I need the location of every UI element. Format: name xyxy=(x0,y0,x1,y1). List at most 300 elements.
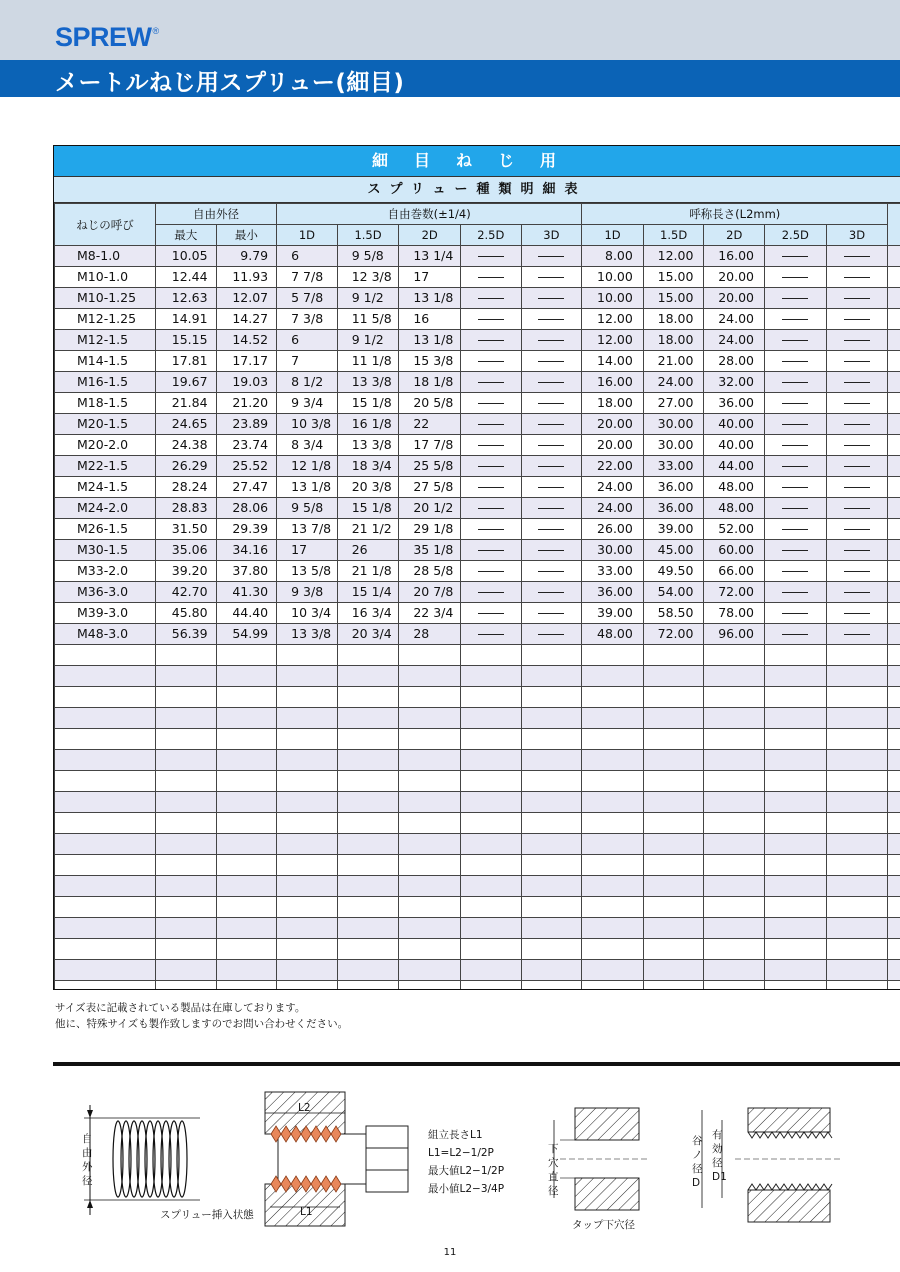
cell-turn-3d xyxy=(521,288,582,309)
cell-len-15d: 30.00 xyxy=(643,435,704,456)
cell-od-min: 44.40 xyxy=(216,603,277,624)
empty-cell xyxy=(399,708,461,729)
root-d-char: 径 xyxy=(692,1163,703,1175)
empty-cell xyxy=(643,729,704,750)
empty-cell xyxy=(521,666,582,687)
empty-cell xyxy=(277,897,338,918)
table-row xyxy=(55,288,900,309)
empty-cell xyxy=(704,792,765,813)
cell-size: M20-1.5 xyxy=(55,414,156,435)
cell-turn-15d: 13 3/8 xyxy=(337,372,399,393)
col-len-15d: 1.5D xyxy=(643,225,704,246)
cell-turn-15d: 12 3/8 xyxy=(337,267,399,288)
cell-len-1d: 26.00 xyxy=(582,519,644,540)
empty-cell xyxy=(582,981,644,991)
empty-cell xyxy=(765,876,827,897)
cell-turn-3d xyxy=(521,582,582,603)
cell-turn-1d: 8 3/4 xyxy=(277,435,338,456)
empty-row xyxy=(55,834,900,855)
empty-cell xyxy=(337,771,399,792)
empty-cell xyxy=(55,813,156,834)
empty-cell xyxy=(55,897,156,918)
dash xyxy=(782,550,808,551)
empty-cell xyxy=(460,708,521,729)
empty-cell xyxy=(765,855,827,876)
cell-od-min: 25.52 xyxy=(216,456,277,477)
cell-turn-1d: 9 3/4 xyxy=(277,393,338,414)
empty-cell xyxy=(521,855,582,876)
cell-od-min: 41.30 xyxy=(216,582,277,603)
cell-turn-1d: 8 1/2 xyxy=(277,372,338,393)
empty-cell xyxy=(582,876,644,897)
cell-od-max: 17.81 xyxy=(155,351,216,372)
cell-size: M33-2.0 xyxy=(55,561,156,582)
cell-turn-2d: 25 5/8 xyxy=(399,456,461,477)
cell-turn-15d: 15 1/8 xyxy=(337,393,399,414)
cell-size: M26-1.5 xyxy=(55,519,156,540)
empty-cell xyxy=(704,939,765,960)
cell-turn-2d: 20 1/2 xyxy=(399,498,461,519)
empty-cell xyxy=(765,792,827,813)
dash xyxy=(478,298,504,299)
empty-cell xyxy=(155,981,216,991)
dash xyxy=(782,361,808,362)
dash xyxy=(538,382,564,383)
cell-len-1d: 10.00 xyxy=(582,267,644,288)
cell-blank xyxy=(888,435,900,456)
cell-len-15d: 18.00 xyxy=(643,309,704,330)
cell-turn-2d: 13 1/4 xyxy=(399,246,461,267)
table-row xyxy=(55,561,900,582)
cell-len-15d: 49.50 xyxy=(643,561,704,582)
cell-od-max: 28.83 xyxy=(155,498,216,519)
empty-cell xyxy=(460,792,521,813)
cell-blank xyxy=(888,540,900,561)
dash xyxy=(478,277,504,278)
cell-turn-3d xyxy=(521,456,582,477)
empty-cell xyxy=(277,750,338,771)
empty-cell xyxy=(704,834,765,855)
dash xyxy=(538,319,564,320)
cell-size: M10-1.0 xyxy=(55,267,156,288)
empty-cell xyxy=(643,771,704,792)
notes xyxy=(55,1000,348,1032)
page-number: 11 xyxy=(443,1247,457,1258)
empty-cell xyxy=(216,792,277,813)
dash xyxy=(538,550,564,551)
cell-turn-25d xyxy=(460,603,521,624)
cell-blank xyxy=(888,351,900,372)
empty-cell xyxy=(521,939,582,960)
cell-len-1d: 20.00 xyxy=(582,414,644,435)
empty-cell xyxy=(582,918,644,939)
table-title: 細目ねじ用 xyxy=(54,146,900,177)
table-row xyxy=(55,246,900,267)
empty-cell xyxy=(521,771,582,792)
cell-len-3d xyxy=(826,435,888,456)
empty-row xyxy=(55,666,900,687)
cell-size: M24-1.5 xyxy=(55,477,156,498)
empty-cell xyxy=(277,918,338,939)
table-row xyxy=(55,624,900,645)
cell-turn-3d xyxy=(521,330,582,351)
empty-cell xyxy=(704,981,765,991)
cell-len-1d: 20.00 xyxy=(582,435,644,456)
cell-len-2d: 48.00 xyxy=(704,477,765,498)
cell-len-25d xyxy=(765,372,827,393)
dash xyxy=(538,361,564,362)
cell-len-15d: 33.00 xyxy=(643,456,704,477)
empty-cell xyxy=(521,918,582,939)
col-turn-15d: 1.5D xyxy=(337,225,399,246)
cell-size: M12-1.5 xyxy=(55,330,156,351)
cell-size: M12-1.25 xyxy=(55,309,156,330)
cell-len-3d xyxy=(826,372,888,393)
dash xyxy=(538,571,564,572)
empty-row xyxy=(55,687,900,708)
cell-turn-15d: 11 1/8 xyxy=(337,351,399,372)
cell-len-3d xyxy=(826,393,888,414)
dash xyxy=(538,256,564,257)
root-d-char: ノ xyxy=(692,1149,703,1161)
empty-cell xyxy=(337,876,399,897)
empty-cell xyxy=(216,876,277,897)
empty-cell xyxy=(399,813,461,834)
empty-cell xyxy=(155,729,216,750)
empty-cell xyxy=(399,876,461,897)
empty-cell xyxy=(643,792,704,813)
empty-cell xyxy=(460,939,521,960)
title-bar xyxy=(0,60,900,97)
empty-cell xyxy=(888,939,900,960)
col-blank xyxy=(888,204,900,246)
empty-cell xyxy=(582,897,644,918)
note-line: 他に、特殊サイズも製作致しますのでお問い合わせください。 xyxy=(55,1018,349,1030)
dash xyxy=(538,529,564,530)
cell-len-3d xyxy=(826,540,888,561)
cell-len-15d: 54.00 xyxy=(643,582,704,603)
empty-cell xyxy=(643,918,704,939)
cell-len-1d: 12.00 xyxy=(582,330,644,351)
cell-turn-3d xyxy=(521,309,582,330)
eff-d-char: 径 xyxy=(712,1157,723,1169)
cell-size: M24-2.0 xyxy=(55,498,156,519)
empty-cell xyxy=(765,750,827,771)
empty-cell xyxy=(826,960,888,981)
cell-turn-3d xyxy=(521,603,582,624)
cell-len-15d: 27.00 xyxy=(643,393,704,414)
empty-row xyxy=(55,708,900,729)
cell-turn-1d: 7 3/8 xyxy=(277,309,338,330)
cell-len-3d xyxy=(826,561,888,582)
cell-turn-1d: 13 1/8 xyxy=(277,477,338,498)
cell-len-2d: 16.00 xyxy=(704,246,765,267)
dash xyxy=(538,340,564,341)
cell-od-max: 24.65 xyxy=(155,414,216,435)
empty-cell xyxy=(888,960,900,981)
cell-blank xyxy=(888,393,900,414)
dash xyxy=(478,613,504,614)
formula-line: 最小値L2−3/4P xyxy=(428,1183,505,1195)
empty-cell xyxy=(765,729,827,750)
dash xyxy=(478,529,504,530)
cell-len-2d: 66.00 xyxy=(704,561,765,582)
empty-cell xyxy=(765,939,827,960)
cell-len-3d xyxy=(826,288,888,309)
dash xyxy=(844,445,870,446)
page-title: メートルねじ用スプリュー(細目) xyxy=(55,70,405,96)
empty-cell xyxy=(55,708,156,729)
empty-cell xyxy=(460,981,521,991)
cell-size: M20-2.0 xyxy=(55,435,156,456)
cell-turn-3d xyxy=(521,477,582,498)
cell-od-max: 10.05 xyxy=(155,246,216,267)
dash xyxy=(538,277,564,278)
cell-blank xyxy=(888,603,900,624)
cell-blank xyxy=(888,267,900,288)
empty-cell xyxy=(155,834,216,855)
dash xyxy=(782,508,808,509)
empty-cell xyxy=(826,708,888,729)
cell-len-25d xyxy=(765,435,827,456)
free-spring-diagram xyxy=(82,1105,200,1215)
empty-cell xyxy=(55,792,156,813)
cell-len-1d: 48.00 xyxy=(582,624,644,645)
cell-turn-25d xyxy=(460,372,521,393)
empty-cell xyxy=(277,813,338,834)
cell-turn-25d xyxy=(460,561,521,582)
empty-cell xyxy=(399,855,461,876)
col-turn-2d: 2D xyxy=(399,225,461,246)
cell-turn-15d: 11 5/8 xyxy=(337,309,399,330)
cell-len-15d: 24.00 xyxy=(643,372,704,393)
cell-len-2d: 20.00 xyxy=(704,267,765,288)
cell-turn-2d: 35 1/8 xyxy=(399,540,461,561)
cell-turn-15d: 15 1/8 xyxy=(337,498,399,519)
cell-turn-2d: 28 xyxy=(399,624,461,645)
cell-len-2d: 72.00 xyxy=(704,582,765,603)
drill-char: 径 xyxy=(548,1185,559,1197)
empty-cell xyxy=(216,645,277,666)
empty-cell xyxy=(399,750,461,771)
empty-cell xyxy=(826,897,888,918)
cell-od-min: 29.39 xyxy=(216,519,277,540)
cell-len-25d xyxy=(765,309,827,330)
empty-cell xyxy=(826,834,888,855)
cell-len-1d: 10.00 xyxy=(582,288,644,309)
cell-len-25d xyxy=(765,624,827,645)
empty-cell xyxy=(521,960,582,981)
cell-len-3d xyxy=(826,582,888,603)
empty-cell xyxy=(826,918,888,939)
empty-cell xyxy=(521,981,582,991)
empty-cell xyxy=(55,981,156,991)
cell-len-25d xyxy=(765,519,827,540)
cell-len-3d xyxy=(826,246,888,267)
cell-turn-25d xyxy=(460,582,521,603)
empty-cell xyxy=(765,834,827,855)
dash xyxy=(844,529,870,530)
cell-turn-25d xyxy=(460,267,521,288)
empty-cell xyxy=(55,771,156,792)
empty-cell xyxy=(460,876,521,897)
cell-len-25d xyxy=(765,456,827,477)
cell-len-3d xyxy=(826,624,888,645)
cell-len-1d: 22.00 xyxy=(582,456,644,477)
empty-cell xyxy=(155,876,216,897)
cell-len-15d: 15.00 xyxy=(643,288,704,309)
cell-len-3d xyxy=(826,498,888,519)
empty-cell xyxy=(826,750,888,771)
dash xyxy=(844,487,870,488)
cell-od-min: 54.99 xyxy=(216,624,277,645)
empty-cell xyxy=(460,855,521,876)
cell-od-max: 14.91 xyxy=(155,309,216,330)
col-turn-25d: 2.5D xyxy=(460,225,521,246)
cell-blank xyxy=(888,288,900,309)
cell-len-1d: 18.00 xyxy=(582,393,644,414)
empty-cell xyxy=(826,645,888,666)
cell-turn-1d: 13 7/8 xyxy=(277,519,338,540)
empty-row xyxy=(55,918,900,939)
cell-turn-25d xyxy=(460,456,521,477)
empty-cell xyxy=(582,645,644,666)
empty-cell xyxy=(460,897,521,918)
cell-od-max: 35.06 xyxy=(155,540,216,561)
dash xyxy=(844,592,870,593)
free-od-char: 自 xyxy=(82,1133,93,1145)
dash xyxy=(538,298,564,299)
empty-cell xyxy=(216,666,277,687)
empty-cell xyxy=(216,960,277,981)
cell-od-max: 45.80 xyxy=(155,603,216,624)
table-row xyxy=(55,330,900,351)
empty-cell xyxy=(643,876,704,897)
cell-len-3d xyxy=(826,330,888,351)
empty-cell xyxy=(888,813,900,834)
cell-turn-15d: 20 3/8 xyxy=(337,477,399,498)
empty-cell xyxy=(888,876,900,897)
empty-cell xyxy=(643,960,704,981)
dash xyxy=(538,403,564,404)
cell-od-min: 34.16 xyxy=(216,540,277,561)
cell-turn-15d: 9 1/2 xyxy=(337,288,399,309)
dash xyxy=(844,277,870,278)
empty-cell xyxy=(704,813,765,834)
cell-od-min: 28.06 xyxy=(216,498,277,519)
cell-len-25d xyxy=(765,561,827,582)
empty-cell xyxy=(155,708,216,729)
cell-turn-25d xyxy=(460,519,521,540)
dash xyxy=(782,445,808,446)
dash xyxy=(478,424,504,425)
dash xyxy=(478,466,504,467)
empty-cell xyxy=(521,813,582,834)
thread-diameter-diagram xyxy=(692,1108,840,1222)
empty-cell xyxy=(888,981,900,991)
dash xyxy=(478,361,504,362)
cell-len-2d: 44.00 xyxy=(704,456,765,477)
empty-cell xyxy=(643,687,704,708)
table-row xyxy=(55,477,900,498)
empty-cell xyxy=(888,687,900,708)
table-row xyxy=(55,414,900,435)
empty-cell xyxy=(155,918,216,939)
dash xyxy=(478,340,504,341)
empty-cell xyxy=(582,792,644,813)
empty-cell xyxy=(765,687,827,708)
cell-len-1d: 30.00 xyxy=(582,540,644,561)
empty-cell xyxy=(765,918,827,939)
empty-cell xyxy=(155,687,216,708)
dash xyxy=(844,424,870,425)
cell-blank xyxy=(888,519,900,540)
cell-blank xyxy=(888,330,900,351)
cell-od-max: 26.29 xyxy=(155,456,216,477)
cell-turn-25d xyxy=(460,435,521,456)
cell-size: M36-3.0 xyxy=(55,582,156,603)
cell-turn-15d: 20 3/4 xyxy=(337,624,399,645)
cell-od-min: 12.07 xyxy=(216,288,277,309)
cell-size: M18-1.5 xyxy=(55,393,156,414)
empty-cell xyxy=(888,897,900,918)
cell-turn-15d: 13 3/8 xyxy=(337,435,399,456)
cell-turn-25d xyxy=(460,246,521,267)
col-size: ねじの呼び xyxy=(55,204,156,246)
empty-row xyxy=(55,876,900,897)
cell-len-3d xyxy=(826,414,888,435)
empty-cell xyxy=(216,813,277,834)
table-row xyxy=(55,540,900,561)
empty-cell xyxy=(765,981,827,991)
dash xyxy=(844,361,870,362)
free-od-char: 外 xyxy=(82,1161,93,1173)
empty-cell xyxy=(521,687,582,708)
empty-cell xyxy=(826,666,888,687)
cell-turn-15d: 9 1/2 xyxy=(337,330,399,351)
cell-turn-25d xyxy=(460,393,521,414)
table-row xyxy=(55,372,900,393)
cell-turn-25d xyxy=(460,288,521,309)
cell-turn-2d: 18 1/8 xyxy=(399,372,461,393)
empty-cell xyxy=(277,771,338,792)
cell-size: M30-1.5 xyxy=(55,540,156,561)
cell-len-25d xyxy=(765,288,827,309)
empty-cell xyxy=(337,645,399,666)
empty-cell xyxy=(216,708,277,729)
drill-char: 穴 xyxy=(548,1157,559,1169)
cell-turn-2d: 29 1/8 xyxy=(399,519,461,540)
cell-turn-15d: 16 1/8 xyxy=(337,414,399,435)
empty-cell xyxy=(337,708,399,729)
dash xyxy=(782,256,808,257)
empty-cell xyxy=(460,834,521,855)
empty-cell xyxy=(521,708,582,729)
technical-diagrams xyxy=(0,1070,900,1240)
cell-len-3d xyxy=(826,603,888,624)
cell-od-max: 56.39 xyxy=(155,624,216,645)
table-row xyxy=(55,582,900,603)
empty-cell xyxy=(216,918,277,939)
cell-od-min: 17.17 xyxy=(216,351,277,372)
cell-turn-3d xyxy=(521,435,582,456)
cell-turn-15d: 26 xyxy=(337,540,399,561)
cell-turn-3d xyxy=(521,498,582,519)
dash xyxy=(478,319,504,320)
empty-cell xyxy=(521,792,582,813)
empty-cell xyxy=(460,813,521,834)
dash xyxy=(844,382,870,383)
